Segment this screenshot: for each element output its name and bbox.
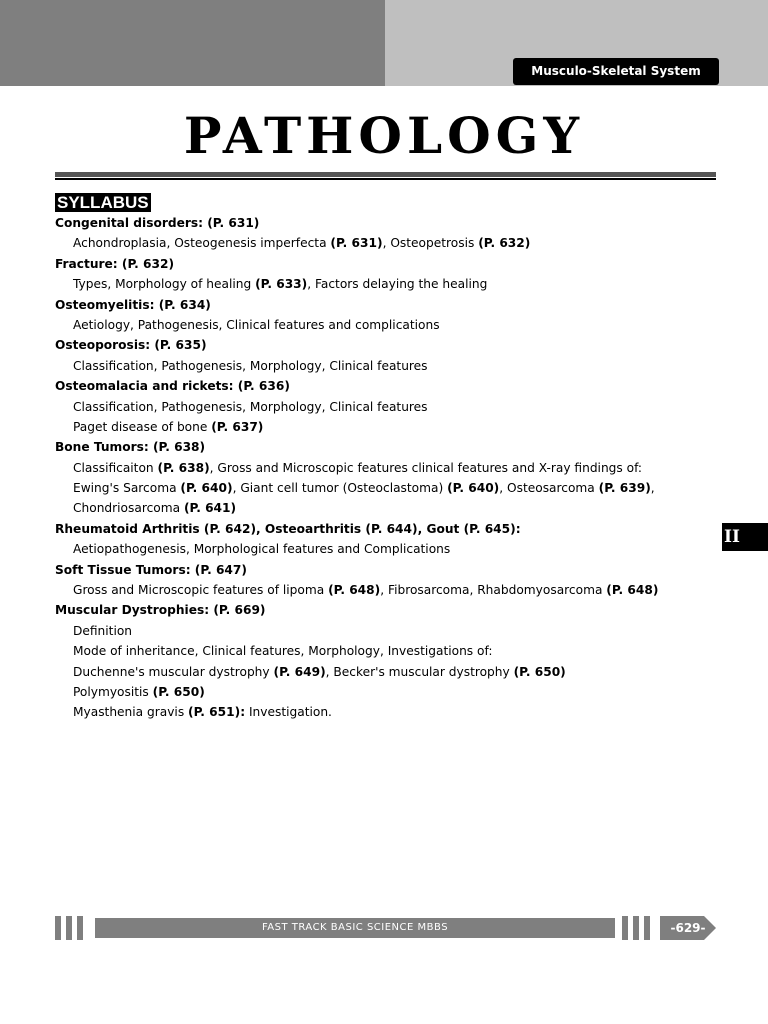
line-text-segment: , Osteopetrosis (382, 236, 479, 251)
line-text-segment: Myasthenia gravis (73, 705, 189, 720)
line-text-segment: (P. 639) (598, 481, 651, 496)
footer-bar-decoration (644, 916, 650, 940)
page-title: PATHOLOGY (183, 106, 585, 165)
line-text-segment: , (650, 481, 655, 496)
line-text-segment: (P. 631) (330, 236, 383, 251)
line-text-segment: , Factors delaying the healing (307, 277, 488, 292)
syllabus-item (55, 397, 735, 417)
line-text-segment: Ewing's Sarcoma (73, 481, 181, 496)
syllabus-heading (55, 335, 735, 355)
syllabus-item (55, 702, 735, 722)
footer-bar-decoration (633, 916, 639, 940)
line-text-segment: Osteomyelitis: (P. 634) (55, 297, 211, 312)
syllabus-heading (55, 600, 735, 620)
syllabus-item (55, 274, 735, 294)
line-text-segment: Achondroplasia, Osteogenesis imperfecta (73, 236, 331, 251)
line-text-segment: Paget disease of bone (73, 419, 212, 434)
line-text-segment: (P. 633) (255, 277, 308, 292)
line-text-segment: (P. 638) (157, 460, 210, 475)
line-text-segment: Soft Tissue Tumors: (P. 647) (55, 562, 247, 577)
line-text-segment: Osteomalacia and rickets: (P. 636) (55, 379, 290, 394)
line-text-segment: , Fibrosarcoma, Rhabdomyosarcoma (380, 583, 607, 598)
line-text-segment: Duchenne's muscular dystrophy (73, 664, 274, 679)
header-band-left (0, 0, 385, 86)
syllabus-item (55, 498, 735, 518)
line-text-segment: Classification, Pathogenesis, Morphology, Clinical features (73, 399, 428, 414)
line-text-segment: Investigation. (245, 705, 332, 720)
syllabus-item (55, 478, 735, 498)
syllabus-heading (55, 254, 735, 274)
syllabus-heading (55, 213, 735, 233)
syllabus-item (55, 621, 735, 641)
section-side-tab: II (722, 523, 768, 551)
title-rule-thin (55, 178, 716, 180)
line-text-segment: Gross and Microscopic features of lipoma (73, 583, 329, 598)
line-text-segment: Rheumatoid Arthritis (P. 642), Osteoarthritis (P. 644), Gout (P. 645): (55, 521, 521, 536)
line-text-segment: Fracture: (P. 632) (55, 256, 175, 271)
line-text-segment: (P. 637) (211, 419, 264, 434)
syllabus-heading (55, 519, 735, 539)
line-text-segment: (P. 640) (180, 481, 233, 496)
line-text-segment: , Giant cell tumor (Osteoclastoma) (232, 481, 448, 496)
syllabus-item (55, 662, 735, 682)
line-text-segment: Classification, Pathogenesis, Morphology, Clinical features (73, 358, 428, 373)
line-text-segment: Bone Tumors: (P. 638) (55, 440, 206, 455)
syllabus-item (55, 315, 735, 335)
footer-bar-decoration (55, 916, 61, 940)
line-text-segment: Definition (73, 623, 133, 638)
chapter-tag: Musculo-Skeletal System (513, 58, 719, 85)
syllabus-heading (55, 295, 735, 315)
line-text-segment: Chondriosarcoma (73, 501, 184, 516)
footer-bar-decoration (622, 916, 628, 940)
syllabus-item (55, 458, 735, 478)
footer-page-marker (660, 916, 716, 940)
line-text-segment: (P. 650) (152, 684, 205, 699)
syllabus-heading (55, 560, 735, 580)
line-text-segment: Mode of inheritance, Clinical features, Morphology, Investigations of: (73, 644, 493, 659)
line-text-segment: Aetiopathogenesis, Morphological features and Complications (73, 542, 451, 557)
footer-bar-decoration (77, 916, 83, 940)
line-text-segment: , Gross and Microscopic features clinical features and X-ray findings of: (209, 460, 643, 475)
line-text-segment: (P. 648) (328, 583, 381, 598)
line-text-segment: (P. 649) (273, 664, 326, 679)
line-text-segment: Osteoporosis: (P. 635) (55, 338, 207, 353)
section-label: SYLLABUS (57, 193, 149, 212)
line-text-segment: Polymyositis (73, 684, 153, 699)
syllabus-list (55, 213, 735, 723)
syllabus-item (55, 417, 735, 437)
syllabus-item (55, 641, 735, 661)
footer (55, 916, 716, 940)
page-number: -629- (670, 921, 706, 935)
syllabus-heading (55, 376, 735, 396)
line-text-segment: (P. 641) (183, 501, 237, 516)
syllabus-item (55, 233, 735, 253)
line-text-segment: Aetiology, Pathogenesis, Clinical features and complications (73, 317, 440, 332)
footer-book-title: FAST TRACK BASIC SCIENCE MBBS (95, 918, 615, 938)
line-text-segment: Classificaiton (73, 460, 158, 475)
line-text-segment: Types, Morphology of healing (73, 277, 256, 292)
title-rule-thick (55, 172, 716, 177)
syllabus-item (55, 356, 735, 376)
line-text-segment: (P. 632) (478, 236, 531, 251)
syllabus-item (55, 539, 735, 559)
syllabus-heading (55, 437, 735, 457)
syllabus-item (55, 682, 735, 702)
footer-bar-decoration (66, 916, 72, 940)
line-text-segment: (P. 650) (513, 664, 566, 679)
line-text-segment: Muscular Dystrophies: (P. 669) (55, 603, 266, 618)
line-text-segment: (P. 640) (447, 481, 500, 496)
line-text-segment: (P. 648) (606, 583, 659, 598)
syllabus-item (55, 580, 735, 600)
line-text-segment: , Osteosarcoma (499, 481, 599, 496)
line-text-segment: Congenital disorders: (P. 631) (55, 216, 260, 230)
line-text-segment: (P. 651): (188, 705, 246, 720)
line-text-segment: , Becker's muscular dystrophy (325, 664, 514, 679)
